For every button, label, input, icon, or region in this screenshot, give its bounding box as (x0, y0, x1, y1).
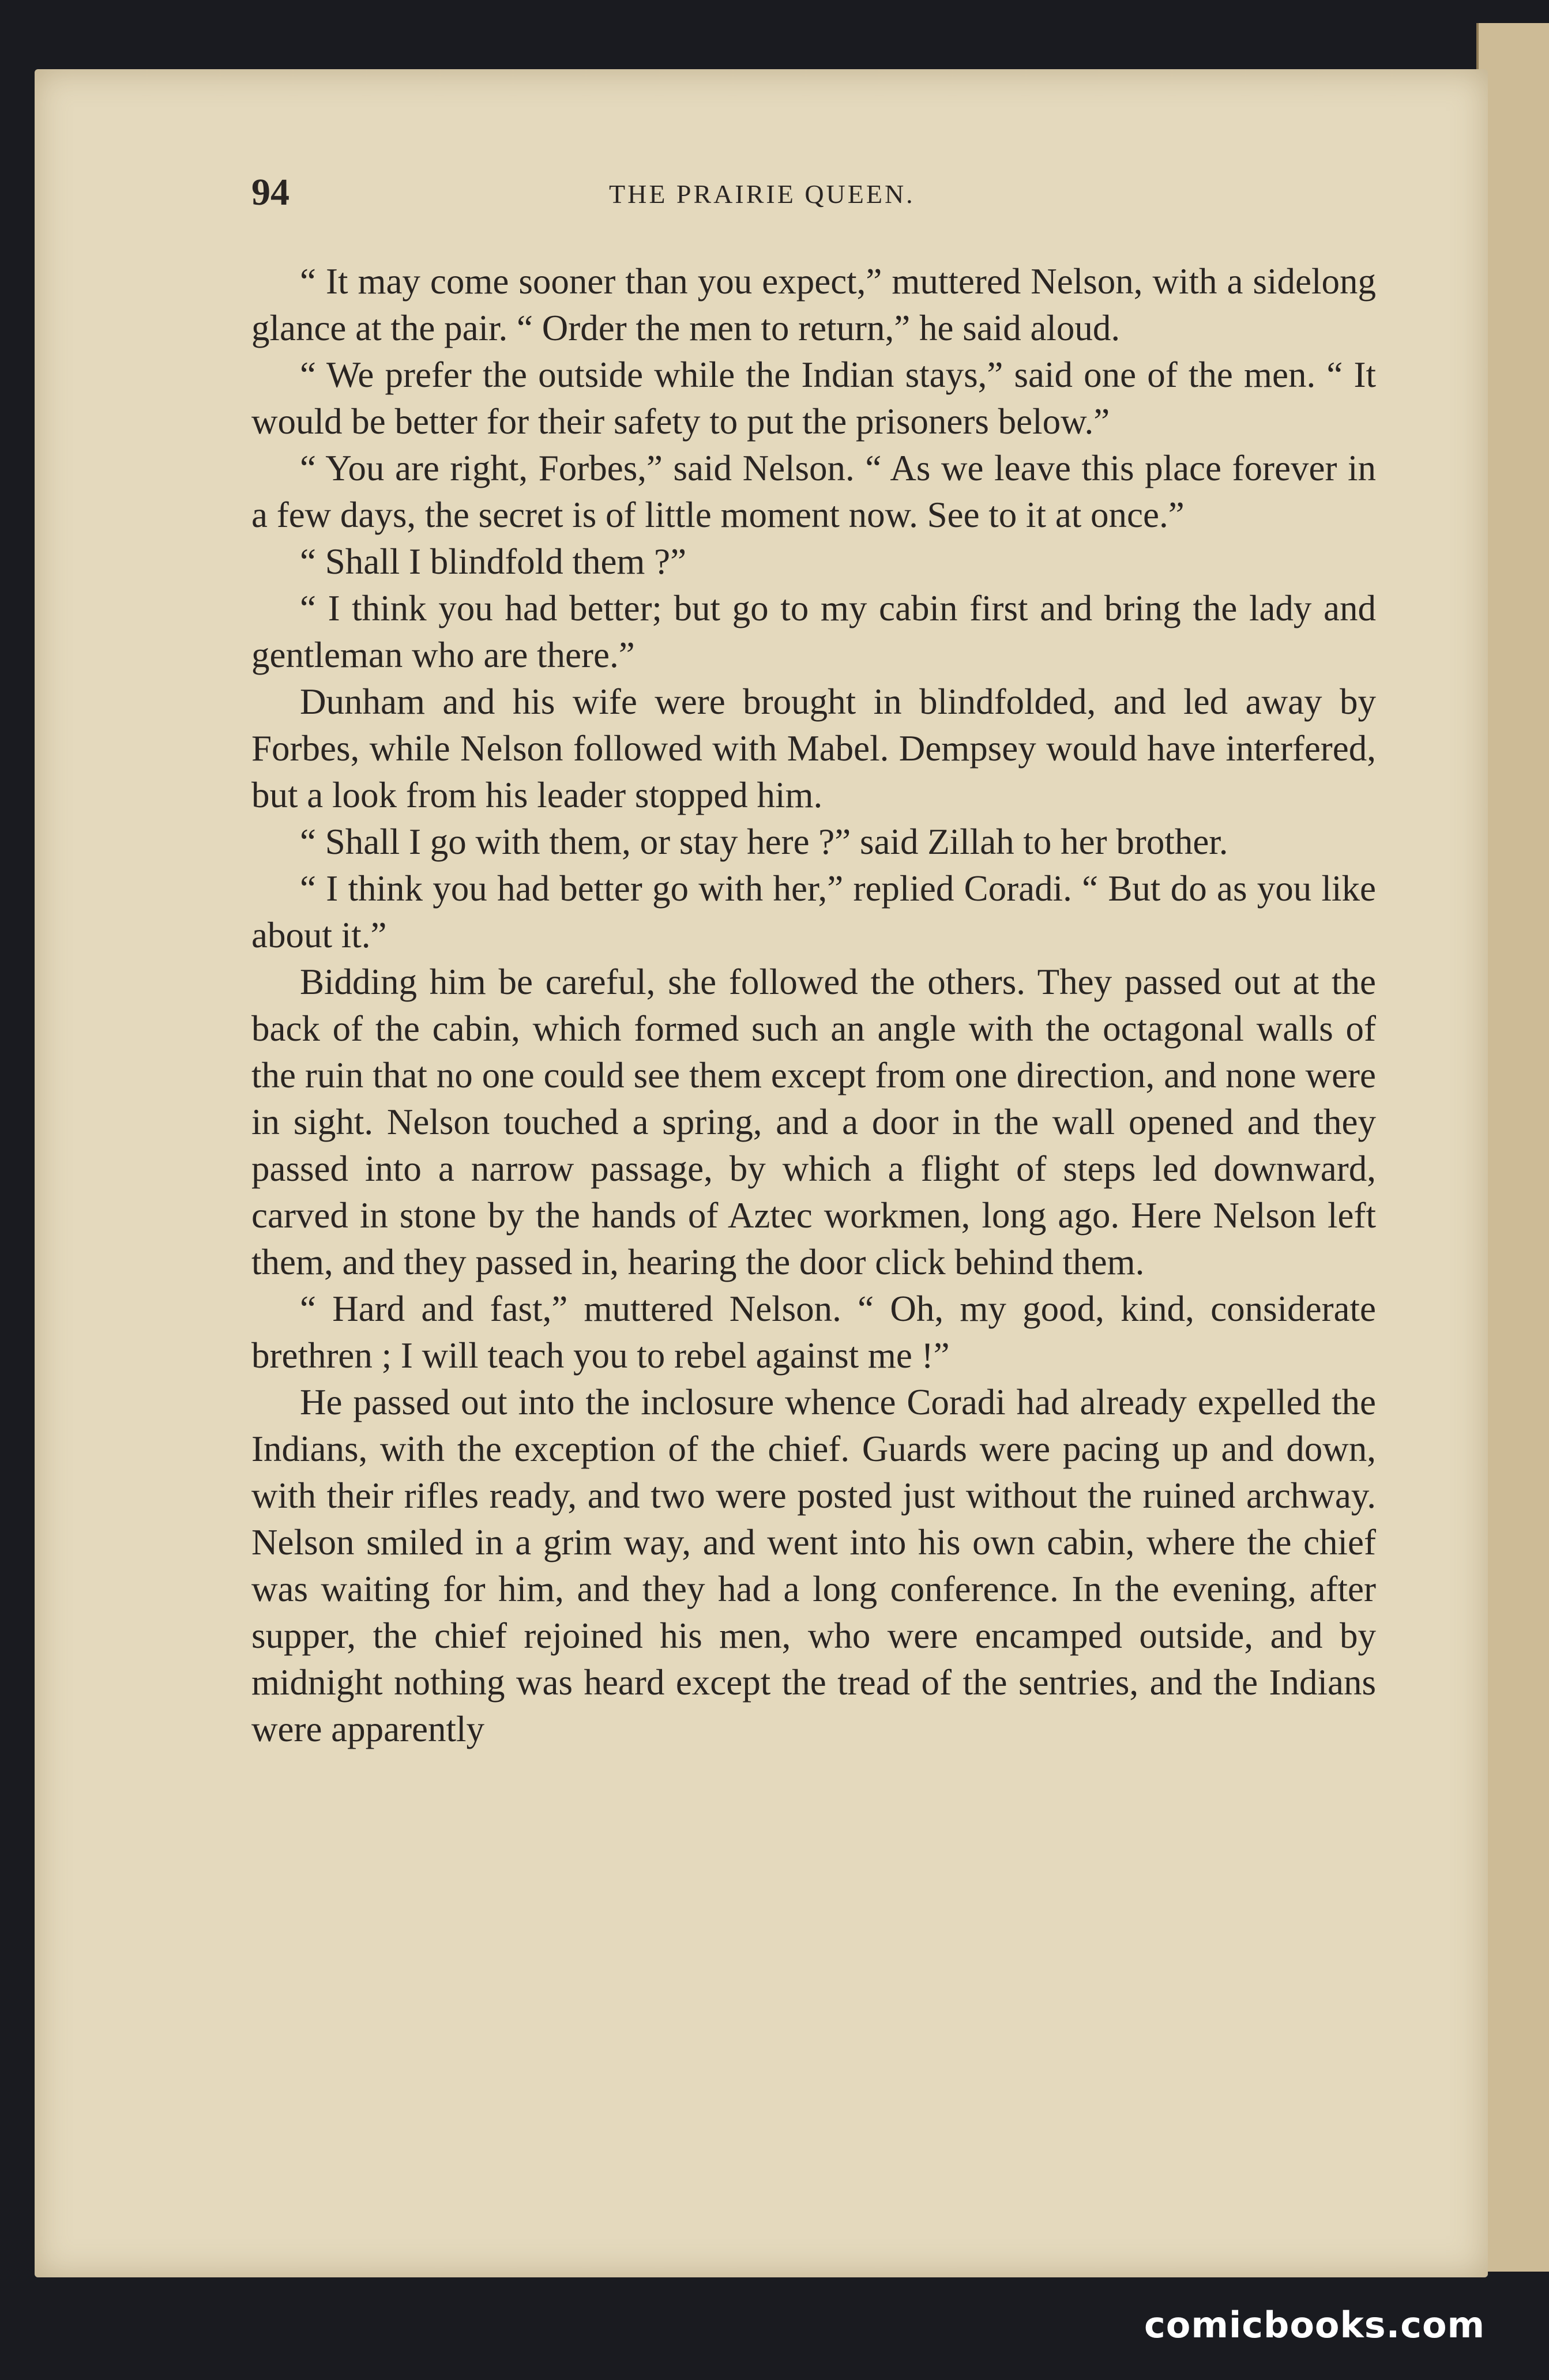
paragraph: Bidding him be careful, she followed the others. They passed out at the back of the cabin, which formed such an angle with the octagonal walls of the ruin that no one could see them except from one direction, and none were in sight. Nelson touched a spring, and a door in the wall opened and they passed into a narrow passage, by which a flight of steps led downward, carved in stone by the hands of Aztec workmen, long ago. Here Nelson left them, and they passed in, hearing the door click behind them. (251, 962, 1376, 1282)
body-text (251, 258, 1376, 1753)
page-header (251, 171, 1376, 217)
paragraph: “ Hard and fast,” muttered Nelson. “ Oh, my good, kind, considerate brethren ; I will teach you to rebel against me !” (251, 1289, 1376, 1376)
paragraph: “ Shall I go with them, or stay here ?” said Zillah to her brother. (300, 822, 1228, 862)
paragraph: “ We prefer the outside while the Indian stays,” said one of the men. “ It would be better for their safety to put the prisoners below.” (251, 355, 1376, 442)
running-title: THE PRAIRIE QUEEN. (609, 179, 915, 209)
paragraph: “ It may come sooner than you expect,” muttered Nelson, with a sidelong glance at the pair. “ Order the men to return,” he said aloud. (251, 261, 1376, 348)
paragraph: “ You are right, Forbes,” said Nelson. “ As we leave this place forever in a few days, the secret is of little moment now. See to it at once.” (251, 448, 1376, 535)
paragraph: “ Shall I blindfold them ?” (300, 541, 687, 582)
paragraph: “ I think you had better; but go to my cabin first and bring the lady and gentleman who are there.” (251, 588, 1376, 675)
watermark: comicbooks.com (1144, 2304, 1486, 2346)
page-number: 94 (251, 171, 290, 213)
paragraph: He passed out into the inclosure whence Coradi had already expelled the Indians, with the exception of the chief. Guards were pacing up and down, with their rifles ready, and two were posted just without the ruined archway. Nelson smiled in a grim way, and went into his own cabin, where the chief was waiting for him, and they had a long conference. In the evening, after supper, the chief rejoined his men, who were encamped outside, and by midnight nothing was heard except the tread of the sentries, and the Indians were apparently (251, 1382, 1376, 1749)
paragraph: Dunham and his wife were brought in blindfolded, and led away by Forbes, while Nelson followed with Mabel. Dempsey would have interfered, but a look from his leader stopped him. (251, 681, 1376, 815)
paragraph: “ I think you had better go with her,” replied Coradi. “ But do as you like about it.” (251, 868, 1376, 955)
